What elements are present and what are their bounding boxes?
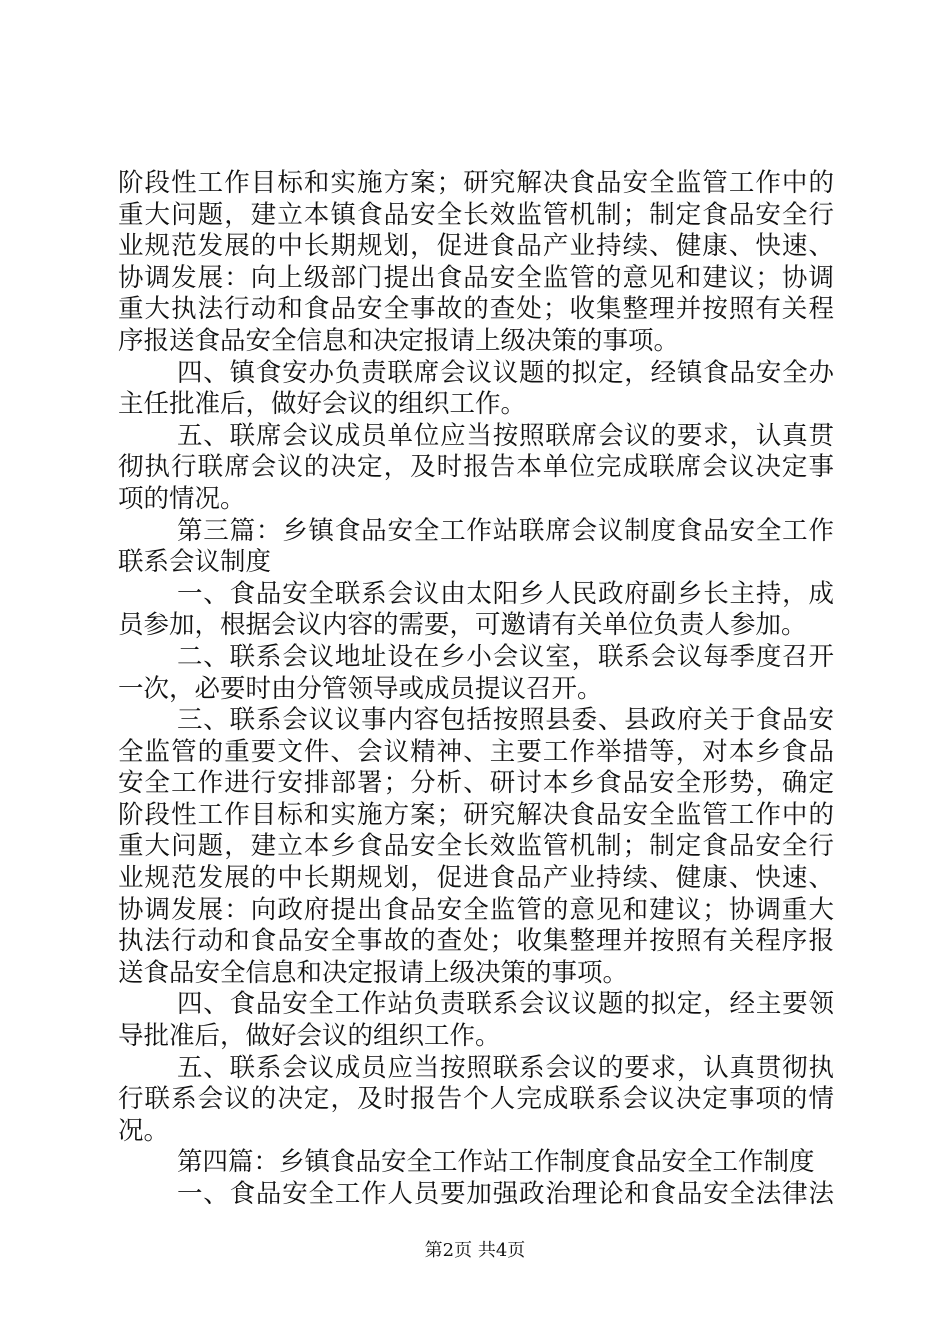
document-body: [118, 168, 834, 1211]
text-line: 第四篇：乡镇食品安全工作站工作制度食品安全工作制度: [177, 1147, 815, 1178]
text-line: 项的情况。: [118, 483, 246, 514]
text-line: 三、联系会议议事内容包括按照县委、县政府关于食品安: [177, 705, 834, 736]
text-line: 协调发展：向上级部门提出食品安全监管的意见和建议；协调: [118, 262, 834, 293]
text-line: 彻执行联席会议的决定，及时报告本单位完成联席会议决定事: [118, 452, 834, 483]
text-line: 重大执法行动和食品安全事故的查处；收集整理并按照有关程: [118, 294, 834, 325]
text-line: 联系会议制度: [118, 547, 272, 578]
text-line: 全监管的重要文件、会议精神、主要工作举措等，对本乡食品: [118, 736, 834, 767]
text-line: 业规范发展的中长期规划，促进食品产业持续、健康、快速、: [118, 231, 834, 262]
text-line: 第三篇：乡镇食品安全工作站联席会议制度食品安全工作: [177, 515, 834, 546]
text-line: 业规范发展的中长期规划，促进食品产业持续、健康、快速、: [118, 863, 834, 894]
text-line: 执法行动和食品安全事故的查处；收集整理并按照有关程序报: [118, 926, 834, 957]
text-line: 协调发展：向政府提出食品安全监管的意见和建议；协调重大: [118, 894, 834, 925]
text-line: 阶段性工作目标和实施方案；研究解决食品安全监管工作中的: [118, 799, 834, 830]
page-footer: [0, 1240, 950, 1262]
text-line: 导批准后，做好会议的组织工作。: [118, 1021, 501, 1052]
text-line: 一、食品安全联系会议由太阳乡人民政府副乡长主持，成: [177, 578, 834, 609]
text-line: 重大问题，建立本镇食品安全长效监管机制；制定食品安全行: [118, 199, 834, 230]
text-line: 行联系会议的决定，及时报告个人完成联系会议决定事项的情: [118, 1084, 834, 1115]
text-line: 送食品安全信息和决定报请上级决策的事项。: [118, 957, 629, 988]
text-line: 一、食品安全工作人员要加强政治理论和食品安全法律法: [177, 1179, 834, 1209]
text-line: 重大问题，建立本乡食品安全长效监管机制；制定食品安全行: [118, 831, 834, 862]
text-line: 五、联席会议成员单位应当按照联席会议的要求，认真贯: [177, 420, 834, 451]
text-line: 四、食品安全工作站负责联系会议议题的拟定，经主要领: [177, 989, 834, 1020]
text-line: 阶段性工作目标和实施方案；研究解决食品安全监管工作中的: [118, 168, 834, 198]
text-line: 一次，必要时由分管领导或成员提议召开。: [118, 673, 603, 704]
text-line: 五、联系会议成员应当按照联系会议的要求，认真贯彻执: [177, 1052, 834, 1083]
page-number: 第2页 共4页: [424, 1240, 526, 1261]
text-line: 安全工作进行安排部署；分析、研讨本乡食品安全形势，确定: [118, 768, 834, 799]
text-line: 序报送食品安全信息和决定报请上级决策的事项。: [118, 325, 680, 356]
text-line: 主任批准后，做好会议的组织工作。: [118, 389, 527, 420]
text-line: 员参加，根据会议内容的需要，可邀请有关单位负责人参加。: [118, 610, 807, 641]
text-line: 四、镇食安办负责联席会议议题的拟定，经镇食品安全办: [177, 357, 834, 388]
text-line: 二、联系会议地址设在乡小会议室，联系会议每季度召开: [177, 641, 834, 672]
text-line: 况。: [118, 1115, 170, 1146]
